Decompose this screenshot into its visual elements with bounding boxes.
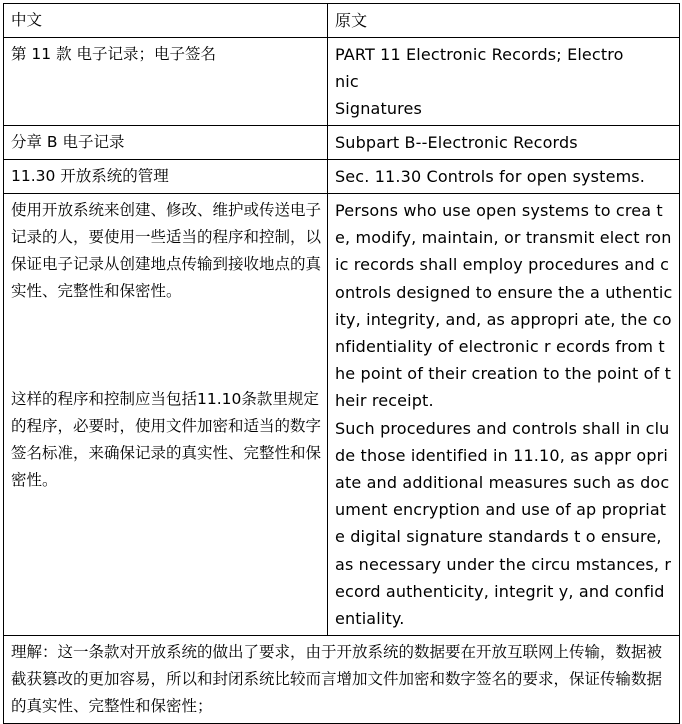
cell-zh-subpart: 分章 B 电子记录 [4,126,328,160]
cell-zh-part-title: 第 11 款 电子记录；电子签名 [4,38,328,126]
table-row [4,126,680,160]
table-note-row [4,636,680,724]
regulation-translation-table [3,3,680,724]
cell-en-part-title: PART 11 Electronic Records; Electro nic Signatures [328,38,680,126]
paragraph-gap [11,305,321,386]
table-row [4,38,680,126]
cell-en-section: Sec. 11.30 Controls for open systems. [328,160,680,194]
en-paragraph-1: Persons who use open systems to crea te, modify, maintain, or transmit elect ronic records shall employ procedures and controls designed to ensure the a uthenticity, integrity, and, as appropri ate, the confidentiality of electronic r ecords from the point of their creation to the point of their receipt. [335,201,673,411]
table-row-body [4,194,680,636]
cell-zh-body [4,194,328,636]
cell-en-body [328,194,680,636]
header-chinese: 中文 [4,4,328,38]
cell-en-subpart: Subpart B--Electronic Records [328,126,680,160]
header-original: 原文 [328,4,680,38]
zh-paragraph-1: 使用开放系统来创建、修改、维护或传送电子记录的人，要使用一些适当的程序和控制，以保证电子记录从创建地点传输到接收地点的真实性、完整性和保密性。 [11,201,322,300]
table-header-row [4,4,680,38]
interpretation-note: 理解：这一条款对开放系统的做出了要求，由于开放系统的数据要在开放互联网上传输，数据被截获篡改的更加容易，所以和封闭系统比较而言增加文件加密和数字签名的要求，保证传输数据的真实性、完整性和保密性； [4,636,680,724]
table-row [4,160,680,194]
en-paragraph-2: Such procedures and controls shall in clude those identified in 11.10, as appr opriate and additional measures such as document encryption and use of ap propriate digital signature standards t o ensure, as necessary under the circu mstances, record authenticity, integrit y, and confidentiality. [335,418,672,629]
cell-zh-section: 11.30 开放系统的管理 [4,160,328,194]
zh-paragraph-2: 这样的程序和控制应当包括11.10条款里规定的程序，必要时，使用文件加密和适当的数字签名标准，来确保记录的真实性、完整性和保密性。 [11,390,322,489]
